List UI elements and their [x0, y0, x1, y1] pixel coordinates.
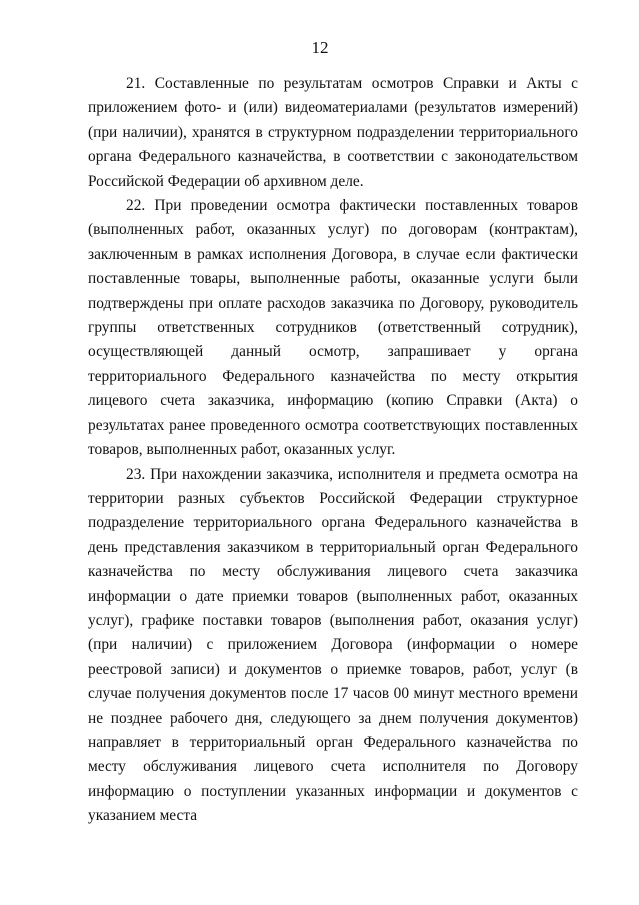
paragraph-23: 23. При нахождении заказчика, исполнителя и предмета осмотра на территории разных субъектов Российской Федерации структурное подразделение территориального органа Федерального казначейства в день представления заказчиком в территориальный орган Федерального казначейства по месту обслуживания лицевого счета заказчика информации о дате приемки товаров (выполненных работ, оказанных услуг), графике поставки товаров (выполнения работ, оказания услуг) (при наличии) с приложением Договора (информации о номере реестровой записи) и документов о приемке товаров, работ, услуг (в случае получения документов после 17 часов 00 минут местного времени не позднее рабочего дня, следующего за днем получения документов) направляет в территориальный орган Федерального казначейства по месту обслуживания лицевого счета исполнителя по Договору информацию о поступлении указанных информации и документов с указанием места — [88, 465, 578, 825]
paragraph-21: 21. Составленные по результатам осмотров Справки и Акты с приложением фото- и (или) видеоматериалами (результатов измерений) (при наличии), хранятся в структурном подразделении территориального органа Федерального казначейства, в соответствии с законодательством Российской Федерации об архивном деле. — [88, 75, 578, 190]
page-number: 12 — [311, 38, 329, 57]
paragraph-22: 22. При проведении осмотра фактически поставленных товаров (выполненных работ, оказанных услуг) по договорам (контрактам), заключенным в рамках исполнения Договора, в случае если фактически поставленные товары, выполненные работы, оказанные услуги были подтверждены при оплате расходов заказчика по Договору, руководитель группы ответственных сотрудников (ответственный сотрудник), осуществляющей данный осмотр, запрашивает у органа территориального Федерального казначейства по месту открытия лицевого счета заказчика, информацию (копию Справки (Акта) о результатах ранее проведенного осмотра соответствующих поставленных товаров, выполненных работ, оказанных услуг. — [88, 197, 578, 459]
document-body — [88, 72, 578, 829]
